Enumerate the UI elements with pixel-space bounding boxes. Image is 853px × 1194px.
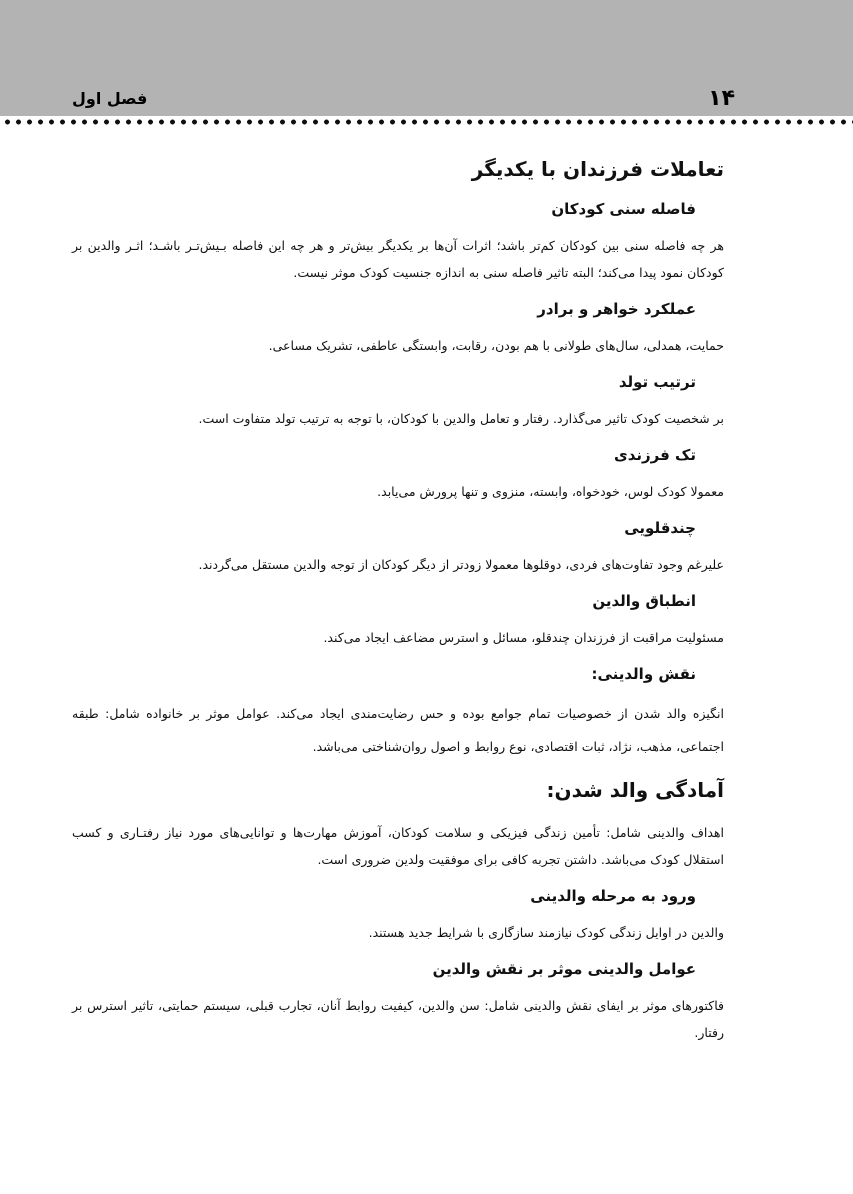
paragraph-entry-parenthood: والدین در اوایل زندگی کودک نیازمند سازگاری با شرایط جدید هستند.: [368, 925, 724, 940]
dotted-divider: [0, 118, 853, 126]
paragraph-birth-order: بر شخصیت کودک تاثیر می‌گذارد. رفتار و تعامل والدین با کودکان، با توجه به ترتیب تولد متفاوت است.: [198, 411, 724, 426]
paragraph-parent-role: انگیزه والد شدن از خصوصیات تمام جوامع بوده و حس رضایت‌مندی ایجاد می‌کند. عوامل موثر بر خانواده شامل: طبقه اجتماعی، مذهب، نژاد، ثبات اقتصادی، نوع روابط و اصول روان‌شناختی می‌باشد.: [72, 706, 724, 754]
heading-parent-role: نقش والدینی:: [591, 665, 696, 683]
heading-birth-order: ترتیب تولد: [618, 373, 696, 391]
paragraph-parent-factors: فاکتورهای موثر بر ایفای نقش والدینی شامل: سن والدین، کیفیت روابط آنان، تجارب قبلی، سیستم حمایتی، تاثیر استرس بر رفتار.: [72, 998, 724, 1040]
heading-parent-factors: عوامل والدینی موثر بر نقش والدین: [432, 960, 696, 978]
heading-multiples: چندقلویی: [624, 519, 696, 537]
paragraph-only-child: معمولا کودک لوس، خودخواه، وابسته، منزوی و تنها پرورش می‌یابد.: [377, 484, 724, 499]
heading-entry-parenthood: ورود به مرحله والدینی: [530, 887, 696, 905]
chapter-title: فصل اول: [72, 89, 148, 108]
section-title-parent-readiness: آمادگی والد شدن:: [546, 778, 724, 802]
page-header: [0, 0, 853, 116]
heading-parent-adjustment: انطباق والدین: [592, 592, 696, 610]
paragraph-multiples: علیرغم وجود تفاوت‌های فردی، دوقلوها معمولا زودتر از دیگر کودکان از توجه والدین مستقل می‌گردند.: [198, 557, 724, 572]
paragraph-parent-adjustment: مسئولیت مراقبت از فرزندان چندقلو، مسائل و استرس مضاعف ایجاد می‌کند.: [323, 630, 724, 645]
page-content: [72, 148, 724, 1046]
page-number: ۱۴: [708, 86, 735, 111]
heading-age-gap: فاصله سنی کودکان: [551, 200, 696, 218]
heading-siblings: عملکرد خواهر و برادر: [537, 300, 696, 318]
section-title-sibling-interactions: تعاملات فرزندان با یکدیگر: [471, 157, 724, 181]
paragraph-parent-readiness: اهداف والدینی شامل: تأمین زندگی فیزیکی و سلامت کودکان، آموزش مهارت‌ها و توانایی‌های مورد نیاز رفتـاری و کسب استقلال کودک می‌باشد. داشتن تجربه کافی برای موفقیت ولدین ضروری است.: [72, 825, 724, 867]
paragraph-age-gap: هر چه فاصله سنی بین کودکان کم‌تر باشد؛ اثرات آن‌ها بر یکدیگر بیش‌تر و هر چه این فاصله بـیش‌تـر باشـد؛ اثـر والدین بر کودکان نمود پیدا می‌کند؛ البته تاثیر فاصله سنی به اندازه جنسیت کودک موثر نیست.: [72, 238, 724, 280]
heading-only-child: تک فرزندی: [613, 446, 696, 464]
paragraph-siblings: حمایت، همدلی، سال‌های طولانی با هم بودن، رقابت، وابستگی عاطفی، تشریک مساعی.: [268, 338, 724, 353]
